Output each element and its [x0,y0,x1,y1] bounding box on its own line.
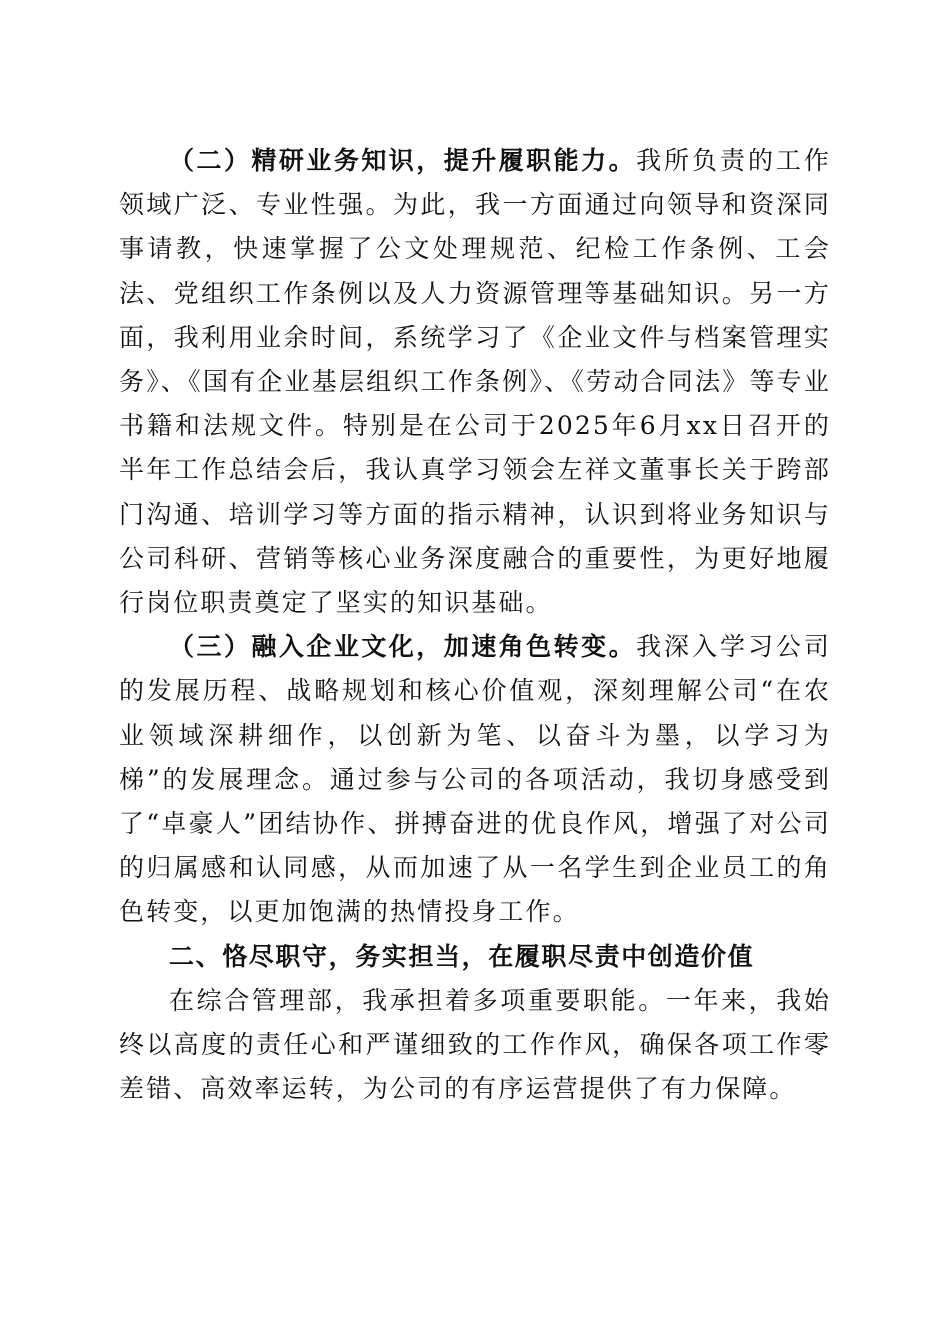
paragraph-text: 我深入学习公司的发展历程、战略规划和核心价值观，深刻理解公司“在农业领域深耕细作，以创新为笔、以奋斗为墨，以学习为梯”的发展理念。通过参与公司的各项活动，我切身感受到了“卓豪人”团结协作、拼搏奋进的优良作风，增强了对公司的归属感和认同感，从而加速了从一名学生到企业员工的角色转变，以更加饱满的热情投身工作。 [119,632,832,927]
paragraph-management-duties: 在综合管理部，我承担着多项重要职能。一年来，我始终以高度的责任心和严谨细致的工作作风，确保各项工作零差错、高效率运转，为公司的有序运营提供了有力保障。 [119,985,831,1104]
paragraph-text: 我所负责的工作领域广泛、专业性强。为此，我一方面通过向领导和资深同事请教，快速掌握了公文处理规范、纪检工作条例、工会法、党组织工作条例以及人力资源管理等基础知识。另一方面，我利用业余时间，系统学习了《企业文件与档案管理实务》、《国有企业基层组织工作条例》、《劳动合同法》等专业书籍和法规文件。特别是在公司于2025年6月xx日召开的半年工作总结会后，我认真学习领会左祥文董事长关于跨部门沟通、培训学习等方面的指示精神，认识到将业务知识与公司科研、营销等核心业务深度融合的重要性，为更好地履行岗位职责奠定了坚实的知识基础。 [119,146,832,618]
paragraph-company-culture [119,625,831,934]
section-heading: 二、恪尽职守，务实担当，在履职尽责中创造价值 [169,941,755,971]
paragraph-lead-heading: （三）融入企业文化，加速角色转变。 [169,632,637,662]
document-body [119,139,831,1111]
paragraph-work-knowledge [119,139,831,625]
paragraph-lead-heading: （二）精研业务知识，提升履职能力。 [169,146,637,175]
